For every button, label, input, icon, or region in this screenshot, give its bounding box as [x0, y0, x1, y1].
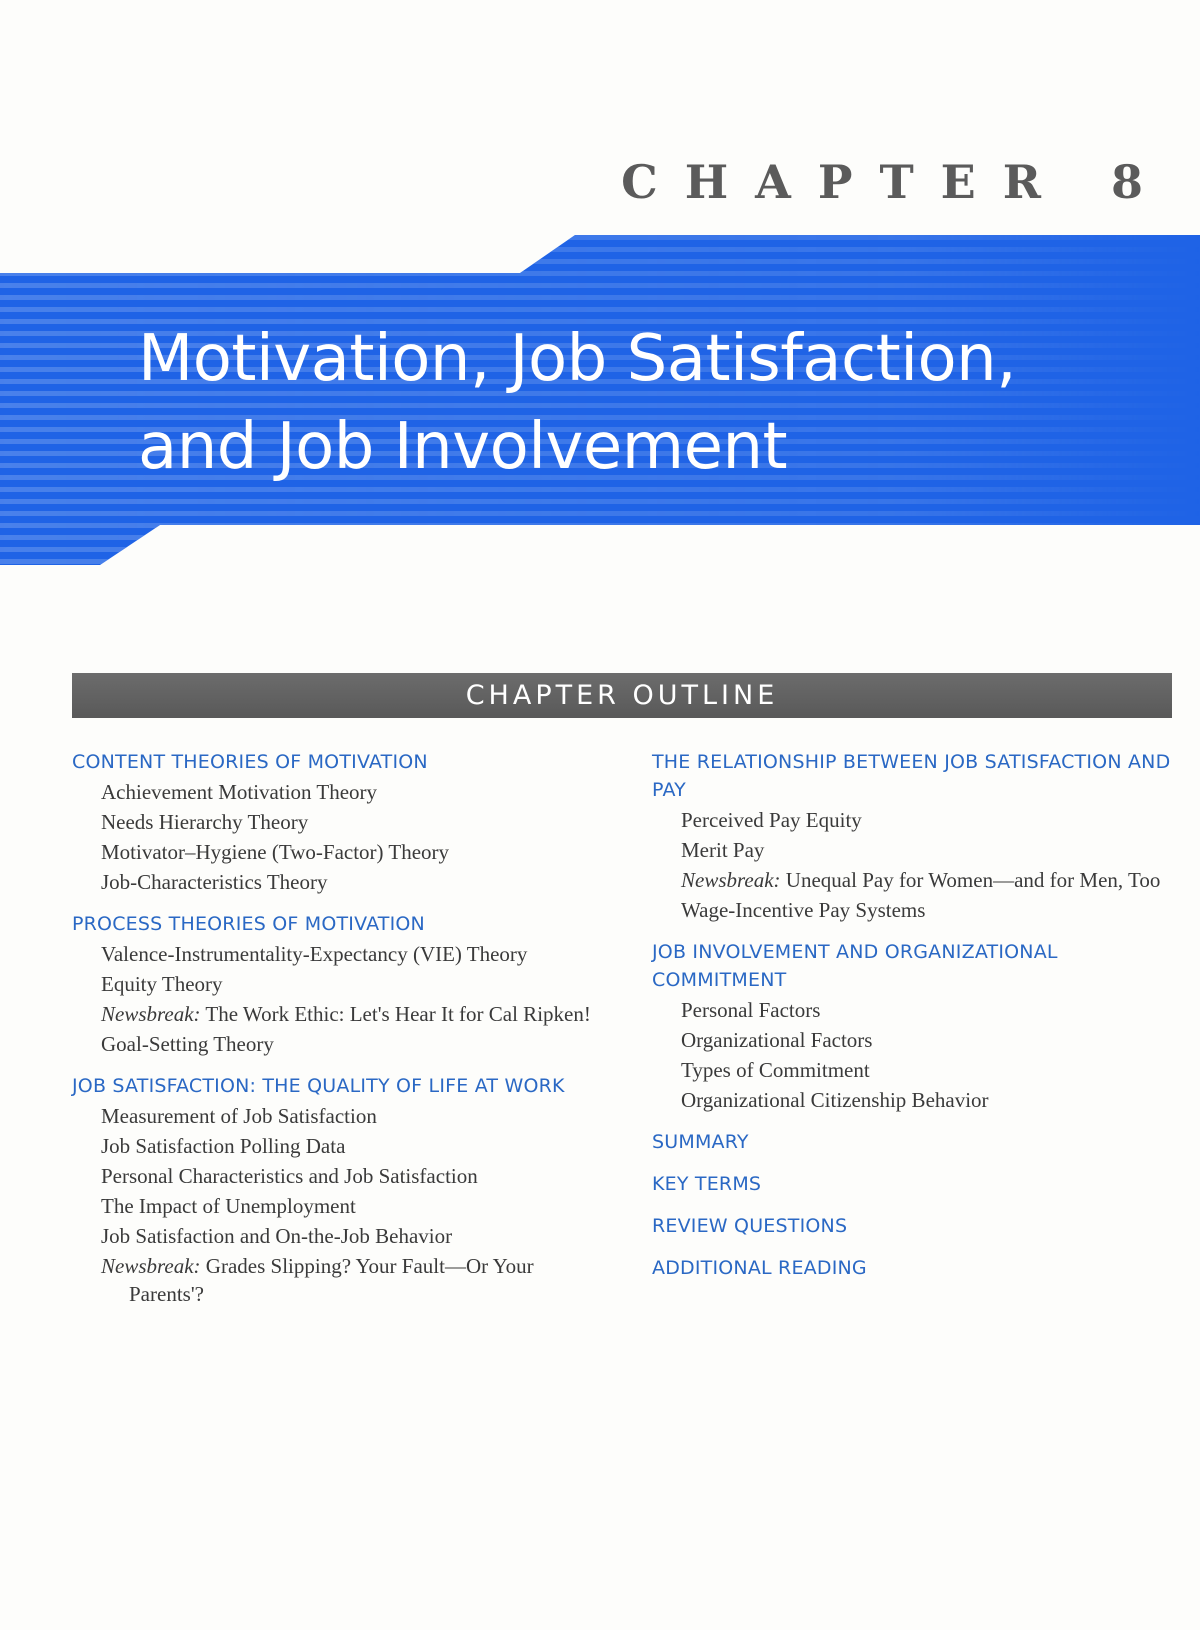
outline-section — [652, 748, 1172, 924]
section-title: REVIEW QUESTIONS — [652, 1215, 848, 1237]
outline-item: Perceived Pay Equity — [681, 808, 862, 832]
outline-item: Measurement of Job Satisfaction — [101, 1104, 377, 1128]
outline-item: Motivator–Hygiene (Two-Factor) Theory — [101, 840, 450, 864]
outline-item: Valence-Instrumentality-Expectancy (VIE) Theory — [101, 942, 528, 966]
outline-item: Personal Characteristics and Job Satisfaction — [101, 1164, 478, 1188]
chapter-title — [138, 315, 1016, 491]
outline-item: Merit Pay — [681, 838, 765, 862]
outline-item: Job Satisfaction Polling Data — [101, 1134, 346, 1158]
outline-section — [72, 748, 612, 896]
section-title: SUMMARY — [652, 1131, 749, 1153]
outline-item: Job Satisfaction and On-the-Job Behavior — [101, 1224, 453, 1248]
outline-item: Organizational Citizenship Behavior — [681, 1088, 989, 1112]
newsbreak-label: Newsbreak: — [101, 1002, 201, 1026]
section-title: CONTENT THEORIES OF MOTIVATION — [72, 751, 428, 773]
newsbreak-title: Grades Slipping? Your Fault—Or Your Parents'? — [129, 1254, 534, 1306]
newsbreak-title: Unequal Pay for Women—and for Men, Too — [780, 868, 1161, 892]
outline-section — [652, 1170, 1172, 1198]
newsbreak-title: The Work Ethic: Let's Hear It for Cal Ripken! — [200, 1002, 591, 1026]
outline-item-newsbreak — [72, 1000, 612, 1028]
outline-right-column — [652, 748, 1172, 1296]
outline-section — [72, 1072, 612, 1308]
section-title: ADDITIONAL READING — [652, 1257, 867, 1279]
outline-item: Equity Theory — [101, 972, 223, 996]
chapter-number-label: CHAPTER 8 — [621, 155, 1170, 209]
outline-left-column — [72, 748, 612, 1322]
section-title: JOB SATISFACTION: THE QUALITY OF LIFE AT WORK — [72, 1075, 565, 1097]
section-title: JOB INVOLVEMENT AND ORGANIZATIONAL COMMITMENT — [652, 941, 1058, 991]
outline-item-newsbreak — [652, 866, 1172, 894]
chapter-title-line-2: and Job Involvement — [138, 410, 788, 484]
section-title: PROCESS THEORIES OF MOTIVATION — [72, 913, 425, 935]
outline-item: The Impact of Unemployment — [101, 1194, 356, 1218]
newsbreak-label: Newsbreak: — [681, 868, 781, 892]
chapter-title-line-1: Motivation, Job Satisfaction, — [138, 322, 1017, 396]
outline-section — [652, 1254, 1172, 1282]
outline-section — [652, 1212, 1172, 1240]
outline-section — [72, 910, 612, 1058]
chapter-outline-bar — [72, 673, 1172, 718]
outline-item: Goal-Setting Theory — [101, 1032, 274, 1056]
section-title: KEY TERMS — [652, 1173, 762, 1195]
newsbreak-label: Newsbreak: — [101, 1254, 201, 1278]
outline-item: Organizational Factors — [681, 1028, 873, 1052]
outline-item: Job-Characteristics Theory — [101, 870, 328, 894]
outline-item-newsbreak — [72, 1252, 612, 1308]
outline-item: Wage-Incentive Pay Systems — [681, 898, 926, 922]
section-title: THE RELATIONSHIP BETWEEN JOB SATISFACTION AND PAY — [652, 751, 1171, 801]
chapter-outline-heading: CHAPTER OUTLINE — [465, 680, 779, 711]
outline-section — [652, 938, 1172, 1114]
outline-item: Types of Commitment — [681, 1058, 870, 1082]
outline-section — [652, 1128, 1172, 1156]
outline-item: Achievement Motivation Theory — [101, 780, 378, 804]
outline-item: Personal Factors — [681, 998, 821, 1022]
outline-item: Needs Hierarchy Theory — [101, 810, 309, 834]
